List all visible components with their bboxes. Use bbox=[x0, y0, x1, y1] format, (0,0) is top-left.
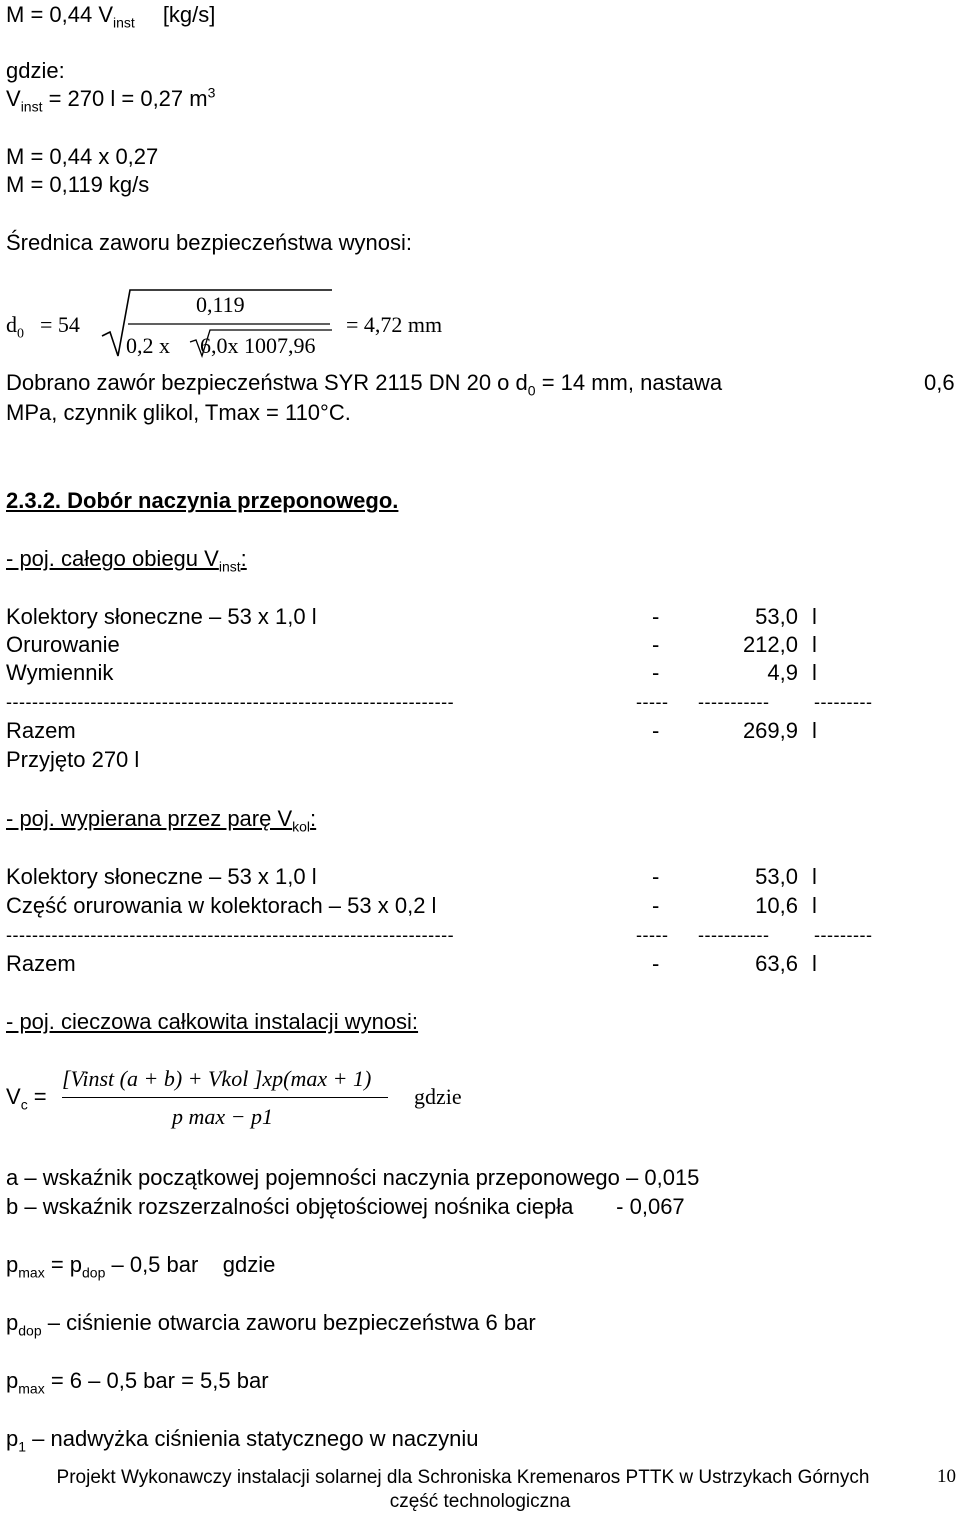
table-row-sep: - bbox=[652, 718, 660, 743]
param-a-line: a – wskaźnik początkowej pojemności naczynia przeponowego – 0,015 bbox=[6, 1165, 700, 1190]
table-divider: ----------- bbox=[698, 692, 770, 712]
table-row-unit: l bbox=[812, 718, 817, 743]
formula-result: = 4,72 mm bbox=[346, 312, 443, 337]
table-row-label: Kolektory słoneczne – 53 x 1,0 l bbox=[6, 604, 317, 629]
fraction-bar bbox=[62, 1097, 388, 1098]
table-row-unit: l bbox=[812, 864, 817, 889]
where-label: gdzie: bbox=[6, 58, 65, 83]
p1-definition: $p_1$ – nadwyżka ciśnienia statycznego w naczyniu bbox=[6, 1426, 479, 1455]
formula-numerator: [Vinst (a + b) + Vkol ]xp(max + 1) bbox=[62, 1066, 372, 1091]
formula-denominator-a: 0,2 x bbox=[126, 333, 170, 358]
valve-medium-line: MPa, czynnik glikol, Tmax = 110°C. bbox=[6, 400, 351, 425]
accepted-volume: Przyjęto 270 l bbox=[6, 747, 140, 772]
table-row-label: Wymiennik bbox=[6, 660, 114, 685]
table-row-label: Orurowanie bbox=[6, 632, 120, 657]
table-divider: ----- bbox=[636, 925, 669, 945]
table-row-sep: - bbox=[652, 893, 660, 918]
table-row-sep: - bbox=[652, 604, 660, 629]
pmax-definition: $p_{max} = p_{dop} - 0,5$ bar gdzie bbox=[6, 1252, 276, 1281]
formula-d0-label: $d_0$ bbox=[6, 312, 24, 342]
total-volume-heading: - poj. cieczowa całkowita instalacji wynosi: bbox=[6, 1009, 419, 1034]
table-divider: --------------------------------------------------------------------- bbox=[6, 925, 455, 945]
table-divider: ----------- bbox=[698, 925, 770, 945]
table-row-value: 53,0 bbox=[755, 604, 798, 629]
section-heading: 2.3.2. Dobór naczynia przeponowego. bbox=[6, 488, 399, 513]
mass-result-line: M = 0,119 kg/s bbox=[6, 172, 150, 197]
table-row-unit: l bbox=[812, 604, 817, 629]
formula-numerator: 0,119 bbox=[196, 292, 245, 317]
footer-title: Projekt Wykonawczy instalacji solarnej dla Schroniska Kremenaros PTTK w Ustrzykach Górnych bbox=[56, 1467, 870, 1488]
vinst-value: $V_{inst} = 270$ l = 0,27 $m^3$ bbox=[6, 84, 216, 115]
valve-diameter-heading: Średnica zaworu bezpieczeństwa wynosi: bbox=[6, 230, 412, 255]
formula-denominator-b: 6,0x 1007,96 bbox=[200, 333, 316, 358]
table-row-value: 212,0 bbox=[742, 632, 798, 657]
table-row-value: 53,0 bbox=[755, 864, 798, 889]
table-divider: --------- bbox=[814, 925, 873, 945]
table-row-sep: - bbox=[652, 660, 660, 685]
table-row-label: Część orurowania w kolektorach – 53 x 0,2 l bbox=[6, 893, 437, 918]
table-row-unit: l bbox=[812, 660, 817, 685]
table-row-unit: l bbox=[812, 951, 817, 976]
table-row-sep: - bbox=[652, 951, 660, 976]
formula-vc-label: $V_c$ = bbox=[6, 1084, 47, 1113]
table-row-label: Kolektory słoneczne – 53 x 1,0 l bbox=[6, 864, 317, 889]
table-divider: --------- bbox=[814, 692, 873, 712]
table-sum-value: 269,9 bbox=[742, 718, 798, 743]
pdop-definition: $p_{dop}$ – ciśnienie otwarcia zaworu bezpieczeństwa 6 bar bbox=[6, 1310, 536, 1339]
table-row-sep: - bbox=[652, 632, 660, 657]
table-divider: ----- bbox=[636, 692, 669, 712]
selected-valve-line: Dobrano zawór bezpieczeństwa SYR 2115 DN 20 o $d_0 = 14$ mm, nastawa bbox=[6, 370, 723, 399]
formula-constant: = 54 bbox=[40, 312, 80, 337]
formula-denominator: p max − p1 bbox=[172, 1104, 273, 1129]
table-row-sep: - bbox=[652, 864, 660, 889]
table-sum-label: Razem bbox=[6, 718, 76, 743]
footer-subtitle: część technologiczna bbox=[389, 1491, 571, 1512]
table-sum-label: Razem bbox=[6, 951, 76, 976]
valve-pressure-value: 0,6 bbox=[924, 370, 955, 395]
mass-flow-formula: M = 0,44 $V_{inst}$ [kg/s] bbox=[6, 2, 216, 31]
circuit-volume-heading: - poj. całego obiegu $V_{inst}$: bbox=[6, 546, 247, 575]
table-row-value: 10,6 bbox=[755, 893, 798, 918]
table-row-unit: l bbox=[812, 632, 817, 657]
page-number: 10 bbox=[937, 1466, 956, 1487]
param-b-line: b – wskaźnik rozszerzalności objętościowej nośnika ciepła - 0,067 bbox=[6, 1194, 685, 1219]
pmax-calc: $p_{max} = 6 - 0,5$ bar = 5,5 bar bbox=[6, 1368, 269, 1397]
formula-where: gdzie bbox=[414, 1084, 462, 1109]
mass-calc-line: M = 0,44 x 0,27 bbox=[6, 144, 159, 169]
table-row-unit: l bbox=[812, 893, 817, 918]
table-divider: --------------------------------------------------------------------- bbox=[6, 692, 455, 712]
table-row-value: 4,9 bbox=[767, 660, 798, 685]
steam-volume-heading: - poj. wypierana przez parę $V_{kol}$: bbox=[6, 806, 317, 835]
table-sum-value: 63,6 bbox=[755, 951, 798, 976]
